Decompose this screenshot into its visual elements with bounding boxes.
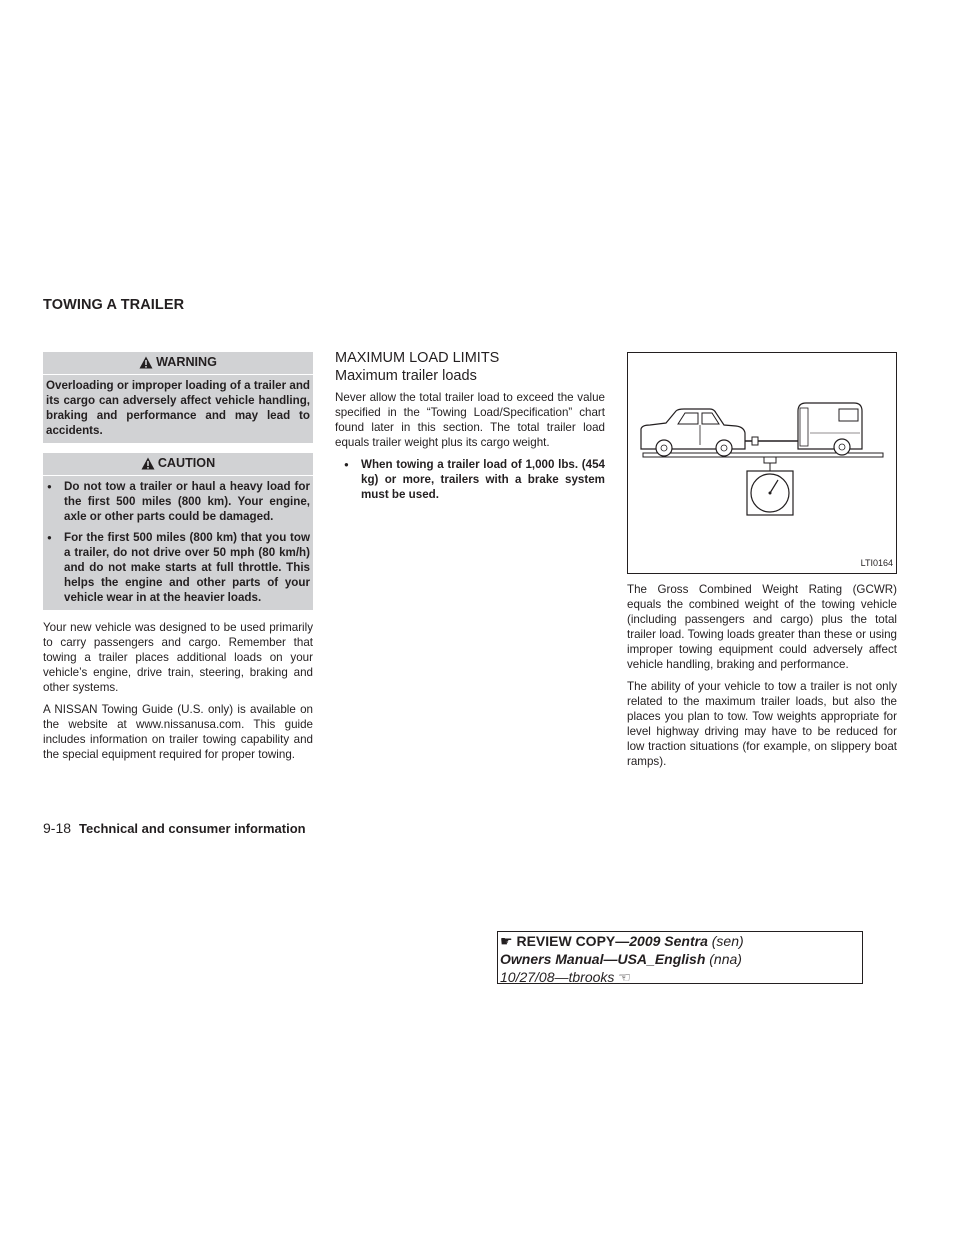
max-load-bullets (335, 457, 605, 502)
right-column (627, 352, 897, 776)
towing-guide-paragraph: A NISSAN Towing Guide (U.S. only) is available on the website at www.nissanusa.com. This guide includes information on trailer towing capability and the special equipment required for proper towing. (43, 703, 313, 761)
left-column (43, 352, 313, 769)
tow-ability-paragraph: The ability of your vehicle to tow a trailer is not only related to the maximum trailer loads, but also the places you plan to tow. Tow weights appropriate for level highway driving may have to be reduced for low traction situations (for example, on slippery boat ramps). (627, 680, 897, 768)
figure-label: LTI0164 (860, 558, 893, 568)
manual-code: (nna) (705, 951, 742, 967)
warning-text: Overloading or improper loading of a trailer and its cargo can adversely affect vehicle handling, braking and performance and may lead to accidents. (46, 379, 310, 437)
gcwr-paragraph: The Gross Combined Weight Rating (GCWR) equals the combined weight of the towing vehicle (including passengers and cargo) plus the total trailer load. Towing loads greater than these or using improper towing equipment could adversely affect vehicle handling, braking and performance. (627, 583, 897, 671)
page-footer (43, 820, 306, 836)
vehicle-name: 2009 Sentra (629, 933, 708, 949)
caution-item: ● Do not tow a trailer or haul a heavy load for the first 500 miles (800 km). Your engine, axle or other parts could be damaged. (46, 479, 310, 524)
pointing-hand-left-icon: ☜ (618, 969, 631, 985)
caution-box (43, 453, 313, 610)
pointing-hand-right-icon: ☛ (500, 933, 513, 949)
caution-label: CAUTION (157, 456, 216, 470)
page-number: 9-18 (43, 820, 72, 836)
warning-label: WARNING (156, 355, 217, 369)
max-load-heading: MAXIMUM LOAD LIMITS (335, 350, 500, 366)
caution-item: ● For the first 500 miles (800 km) that you tow a trailer, do not drive over 50 mph (80 km/h) and do not make starts at full throttle. This helps the engine and other parts of your vehicle wear in at the heavier loads. (46, 530, 310, 605)
manual-name: Owners Manual—USA_English (500, 951, 706, 967)
warning-box (43, 352, 313, 443)
max-trailer-loads-subheading: Maximum trailer loads (335, 368, 477, 384)
middle-column (335, 349, 605, 502)
caution-list (46, 479, 310, 605)
review-copy-stamp (497, 931, 863, 984)
footer-section: Technical and consumer information (79, 821, 306, 836)
car-towing-trailer-on-scale-illustration (628, 353, 896, 573)
section-title: TOWING A TRAILER (43, 297, 185, 313)
towing-figure (627, 352, 897, 574)
max-load-paragraph: Never allow the total trailer load to exceed the value specified in the “Towing Load/Specification” chart found later in this section. The total trailer load equals trailer weight plus its cargo weight. (335, 391, 605, 449)
review-copy-label: REVIEW COPY— (516, 933, 630, 949)
caution-header (43, 453, 313, 476)
vehicle-code: (sen) (707, 933, 744, 949)
warning-triangle-icon (139, 356, 153, 369)
review-date-author: 10/27/08—tbrooks (500, 969, 615, 985)
warning-header (43, 352, 313, 375)
brake-system-bullet: ● When towing a trailer load of 1,000 lbs. (454 kg) or more, trailers with a brake system must be used. (335, 457, 605, 502)
caution-triangle-icon (141, 457, 155, 470)
intro-paragraph: Your new vehicle was designed to be used primarily to carry passengers and cargo. Remember that towing a trailer places additional loads on your vehicle’s engine, drive train, steering, braking and other systems. (43, 621, 313, 694)
